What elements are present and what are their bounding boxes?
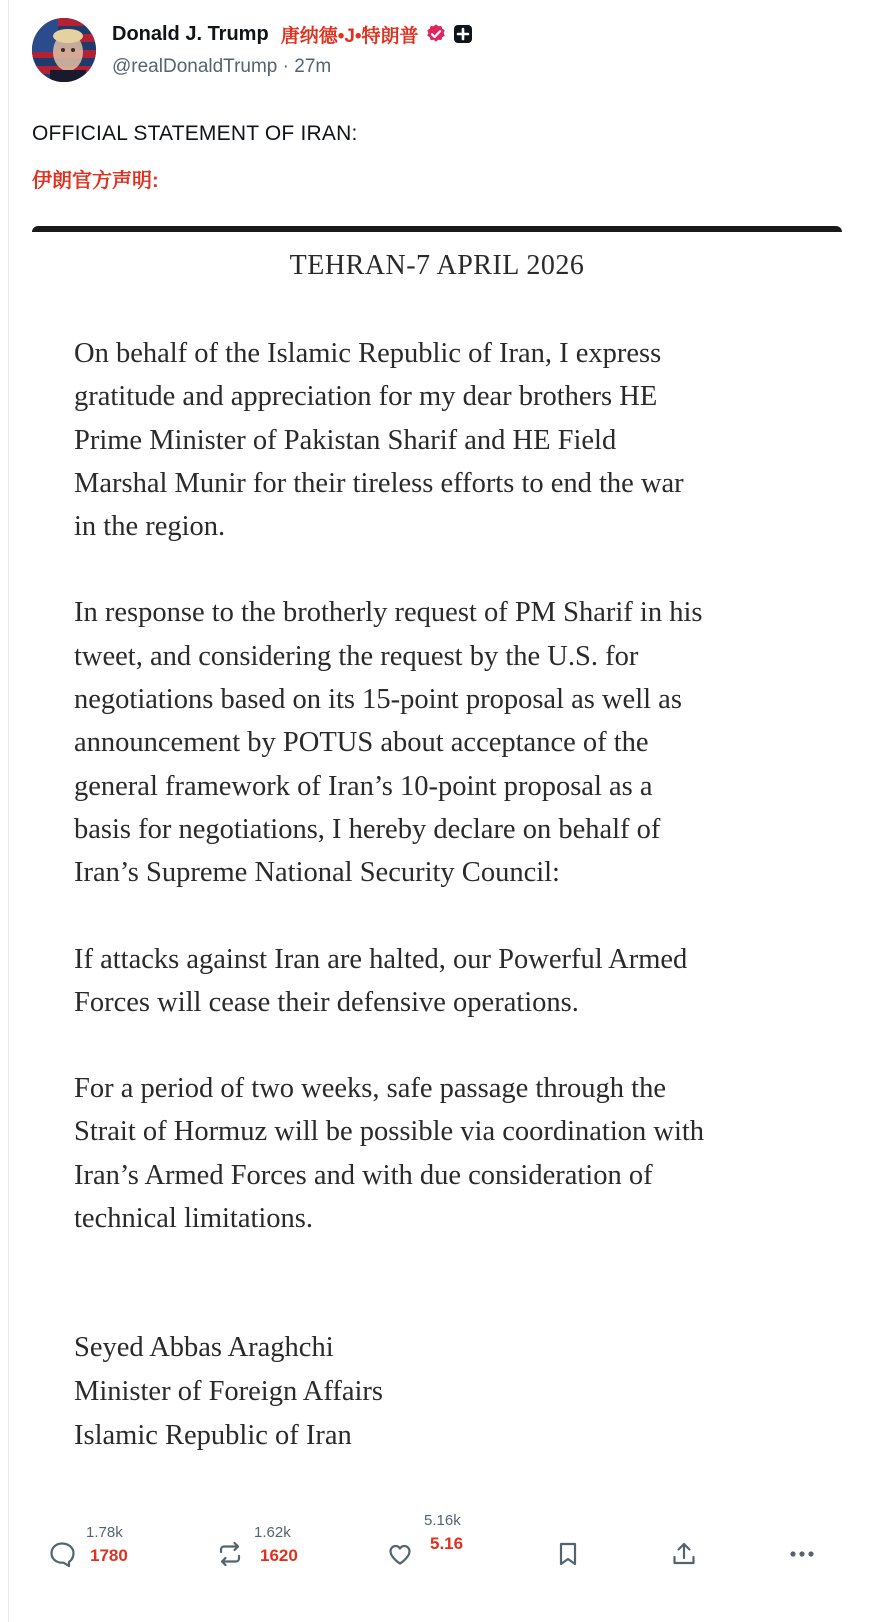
bookmark-button[interactable] [554, 1500, 594, 1610]
document-line: Prime Minister of Pakistan Sharif and HE Field [74, 424, 617, 456]
signature-name: Seyed Abbas Araghchi [74, 1332, 334, 1363]
more-button[interactable] [788, 1500, 828, 1610]
display-name[interactable]: Donald J. Trump [112, 22, 269, 45]
document-body [74, 332, 824, 1283]
reply-count-translation: 1780 [90, 1546, 128, 1565]
signature-org: Islamic Republic of Iran [74, 1420, 352, 1451]
more-icon [788, 1540, 816, 1568]
bookmark-icon [554, 1540, 582, 1568]
document-line: in the region. [74, 511, 226, 543]
repost-button[interactable] [212, 1500, 372, 1610]
statement-image[interactable] [32, 226, 842, 1496]
document-line: For a period of two weeks, safe passage through the [74, 1073, 667, 1105]
document-line: tweet, and considering the request by the U.S. for [74, 640, 639, 672]
like-count: 5.16k [424, 1512, 461, 1529]
post-text-translation: 伊朗官方声明: [32, 170, 159, 192]
plus-badge-icon [453, 24, 473, 44]
document-line: Iran’s Supreme National Security Council: [74, 857, 560, 889]
document-line: general framework of Iran’s 10-point proposal as a [74, 770, 653, 802]
share-button[interactable] [670, 1500, 710, 1610]
avatar-image [32, 18, 96, 82]
post-header [32, 16, 872, 86]
document-paragraph [74, 1067, 824, 1240]
document-line: Forces will cease their defensive operations. [74, 986, 579, 1018]
post-action-bar [32, 1500, 872, 1610]
signature-title: Minister of Foreign Affairs [74, 1376, 383, 1407]
heart-icon [386, 1540, 414, 1568]
repost-icon [216, 1540, 244, 1568]
document-paragraph [74, 591, 824, 894]
document-top-border [32, 226, 842, 232]
reply-button[interactable] [32, 1500, 192, 1610]
document-line: technical limitations. [74, 1203, 314, 1235]
handle-and-time[interactable]: @realDonaldTrump · 27m [112, 56, 332, 77]
reply-icon [48, 1540, 76, 1568]
document-signature [74, 1326, 383, 1458]
document-line: basis for negotiations, I hereby declare on behalf of [74, 813, 661, 845]
document-line: negotiations based on its 15-point proposal as well as [74, 684, 682, 716]
share-icon [670, 1540, 698, 1568]
timeline-border [8, 0, 9, 1622]
document-dateline: TEHRAN-7 APRIL 2026 [289, 250, 585, 281]
document-line: announcement by POTUS about acceptance of the [74, 727, 649, 759]
document-line: Marshal Munir for their tireless efforts to end the war [74, 467, 684, 499]
verified-badge-icon [425, 23, 447, 45]
reply-count: 1.78k [86, 1524, 123, 1541]
document-line: Strait of Hormuz will be possible via coordination with [74, 1116, 705, 1148]
document-paragraph [74, 332, 824, 548]
like-count-translation: 5.16 [430, 1534, 464, 1553]
repost-count-translation: 1620 [260, 1546, 298, 1565]
repost-count: 1.62k [254, 1524, 291, 1541]
like-button[interactable] [382, 1500, 532, 1610]
post-text: OFFICIAL STATEMENT OF IRAN: [32, 122, 358, 145]
document-paragraph [74, 938, 824, 1025]
document-line: If attacks against Iran are halted, our Powerful Armed [74, 943, 688, 975]
display-name-translation: 唐纳德•J•特朗普 [280, 25, 419, 47]
document-line: gratitude and appreciation for my dear brothers HE [74, 381, 658, 413]
avatar[interactable] [32, 18, 96, 82]
document-line: On behalf of the Islamic Republic of Iran, I express [74, 338, 662, 369]
document-line: In response to the brotherly request of PM Sharif in his [74, 597, 703, 629]
document-line: Iran’s Armed Forces and with due consideration of [74, 1159, 653, 1191]
